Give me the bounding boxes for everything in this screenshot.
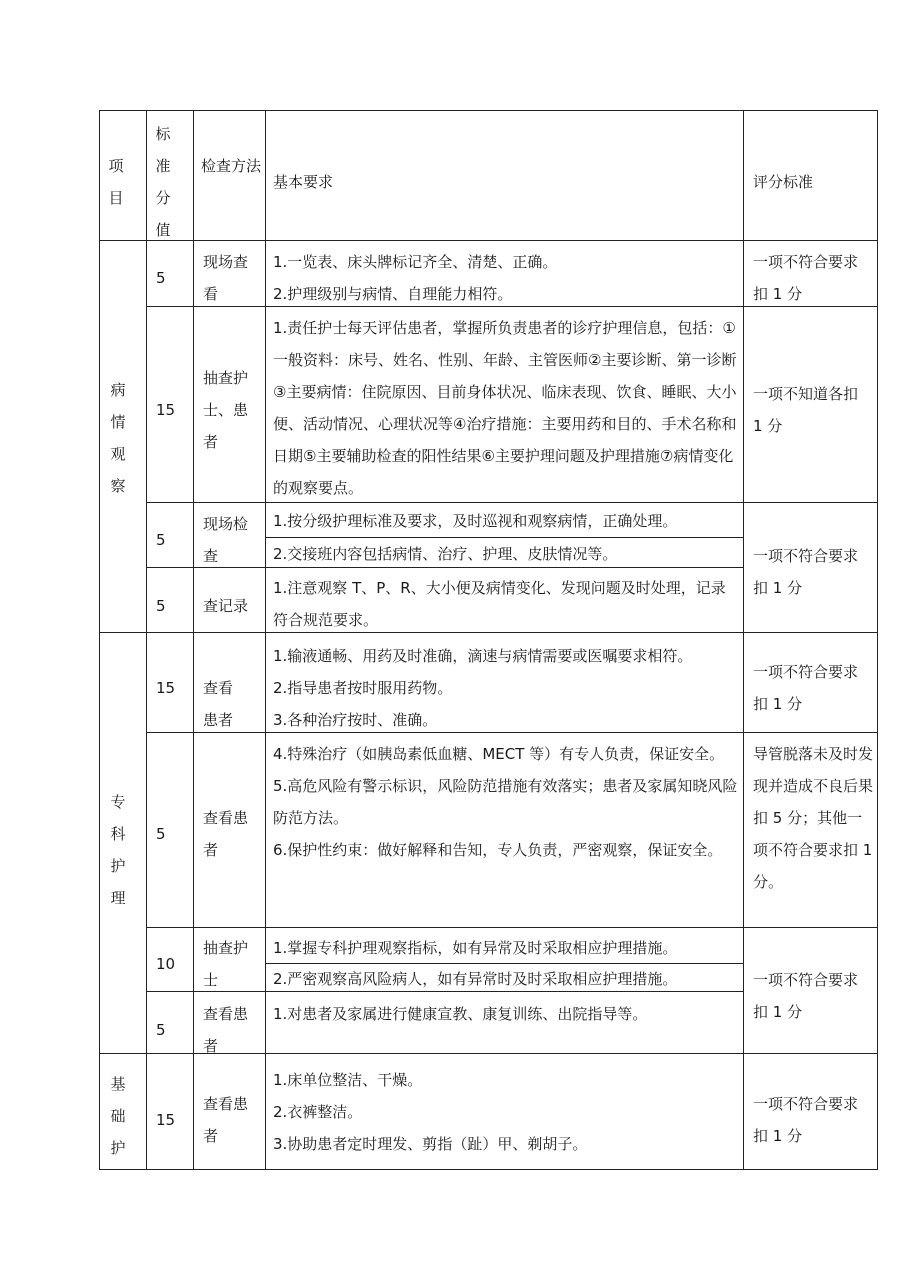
criteria-cell: 一项不符合要求扣 1 分 bbox=[753, 971, 859, 1021]
requirement-item: 6.保护性约束：做好解释和告知，专人负责，严密观察，保证安全。 bbox=[273, 841, 723, 859]
table-border-right bbox=[877, 110, 878, 1170]
requirement-cell bbox=[273, 932, 739, 964]
requirement-cell bbox=[273, 1064, 739, 1160]
requirement-cell bbox=[273, 963, 739, 995]
criteria-cell: 一项不符合要求扣 1 分 bbox=[753, 663, 859, 713]
header-requirement: 基本要求 bbox=[273, 173, 334, 191]
group-label-observation: 病情观察 bbox=[110, 381, 126, 495]
requirement-item: 1.责任护士每天评估患者，掌握所负责患者的诊疗护理信息，包括：①一般资料：床号、姓名、性别、年龄、主管医师②主要诊断、第一诊断③主要病情：住院原因、目前身体状况、临床表现、饮食、睡眠、大小便、活动情况、心理状况等④治疗措施：主要用药和目的、手术名称和日期⑤主要辅助检查的阳性结果⑥主要护理问题及护理措施⑦病情变化的观察要点。 bbox=[273, 319, 737, 497]
requirement-item: 1.一览表、床头牌标记齐全、清楚、正确。 bbox=[273, 253, 558, 271]
score-cell: 5 bbox=[156, 531, 166, 549]
column-line bbox=[146, 110, 147, 1170]
score-cell: 5 bbox=[156, 597, 166, 615]
method-cell: 查看患者 bbox=[203, 679, 234, 729]
score-cell: 5 bbox=[156, 1021, 166, 1039]
score-cell: 15 bbox=[156, 401, 176, 419]
method-cell: 现场查看 bbox=[203, 253, 249, 303]
requirement-item: 4.特殊治疗（如胰岛素低血糖、MECT 等）有专人负责，保证安全。 bbox=[273, 745, 725, 763]
method-cell: 查看患者 bbox=[203, 1005, 249, 1055]
requirement-cell bbox=[273, 505, 739, 537]
header-separator bbox=[99, 240, 877, 241]
method-cell: 抽查护士 bbox=[203, 939, 249, 989]
requirement-cell bbox=[273, 738, 739, 866]
requirement-item: 1.掌握专科护理观察指标，如有异常及时采取相应护理措施。 bbox=[273, 939, 678, 957]
requirement-item: 2.严密观察高风险病人，如有异常时及时采取相应护理措施。 bbox=[273, 970, 678, 988]
header-method: 检查方法 bbox=[201, 157, 262, 175]
requirement-cell bbox=[273, 538, 739, 570]
column-line bbox=[743, 110, 744, 1170]
criteria-cell: 导管脱落未及时发现并造成不良后果扣 5 分；其他一项不符合要求扣 1 分。 bbox=[753, 745, 874, 891]
method-cell: 抽查护士、患者 bbox=[203, 369, 249, 451]
requirement-item: 1.对患者及家属进行健康宣教、康复训练、出院指导等。 bbox=[273, 1005, 648, 1023]
score-cell: 10 bbox=[156, 955, 176, 973]
requirement-cell bbox=[273, 246, 739, 310]
table-border-bottom bbox=[99, 1169, 877, 1170]
column-line bbox=[265, 110, 266, 1170]
table-border-left bbox=[99, 110, 100, 1170]
requirement-cell bbox=[273, 998, 739, 1030]
requirement-item: 1.按分级护理标准及要求，及时巡视和观察病情，正确处理。 bbox=[273, 512, 678, 530]
header-score: 标准分值 bbox=[155, 125, 171, 239]
score-cell: 5 bbox=[156, 825, 166, 843]
requirement-cell bbox=[273, 572, 739, 636]
requirement-item: 5.高危风险有警示标识，风险防范措施有效落实；患者及家属知晓风险防范方法。 bbox=[273, 777, 738, 827]
score-cell: 5 bbox=[156, 269, 166, 287]
header-criteria: 评分标准 bbox=[753, 173, 814, 191]
requirement-item: 2.指导患者按时服用药物。 bbox=[273, 679, 453, 697]
criteria-cell: 一项不符合要求扣 1 分 bbox=[753, 547, 859, 597]
table-border-top bbox=[99, 110, 877, 111]
requirement-item: 1.注意观察 T、P、R、大小便及病情变化、发现问题及时处理，记录符合规范要求。 bbox=[273, 579, 726, 629]
score-cell: 15 bbox=[156, 679, 176, 697]
method-cell: 查看患者 bbox=[203, 809, 249, 859]
criteria-cell: 一项不知道各扣 1 分 bbox=[753, 385, 859, 435]
requirement-cell bbox=[273, 312, 739, 504]
method-cell: 现场检查 bbox=[203, 515, 249, 565]
requirement-item: 2.护理级别与病情、自理能力相符。 bbox=[273, 285, 513, 303]
group-label-specialty: 专科护理 bbox=[110, 793, 126, 907]
requirement-item: 1.输液通畅、用药及时准确，滴速与病情需要或医嘱要求相符。 bbox=[273, 647, 693, 665]
row-line bbox=[146, 927, 877, 928]
requirement-item: 2.交接班内容包括病情、治疗、护理、皮肤情况等。 bbox=[273, 545, 618, 563]
criteria-cell: 一项不符合要求扣 1 分 bbox=[753, 1095, 859, 1145]
criteria-cell: 一项不符合要求扣 1 分 bbox=[753, 253, 859, 303]
column-line bbox=[193, 110, 194, 1170]
requirement-item: 1.床单位整洁、干燥。 bbox=[273, 1071, 423, 1089]
requirement-item: 2.衣裤整洁。 bbox=[273, 1103, 363, 1121]
group-label-basic: 基础护 bbox=[110, 1075, 126, 1157]
header-item: 项目 bbox=[108, 157, 124, 207]
score-cell: 15 bbox=[156, 1111, 176, 1129]
requirement-cell bbox=[273, 640, 739, 736]
requirement-item: 3.协助患者定时理发、剪指（趾）甲、剃胡子。 bbox=[273, 1135, 588, 1153]
requirement-item: 3.各种治疗按时、准确。 bbox=[273, 711, 438, 729]
method-cell: 查看患者 bbox=[203, 1095, 249, 1145]
method-cell: 查记录 bbox=[203, 597, 249, 615]
